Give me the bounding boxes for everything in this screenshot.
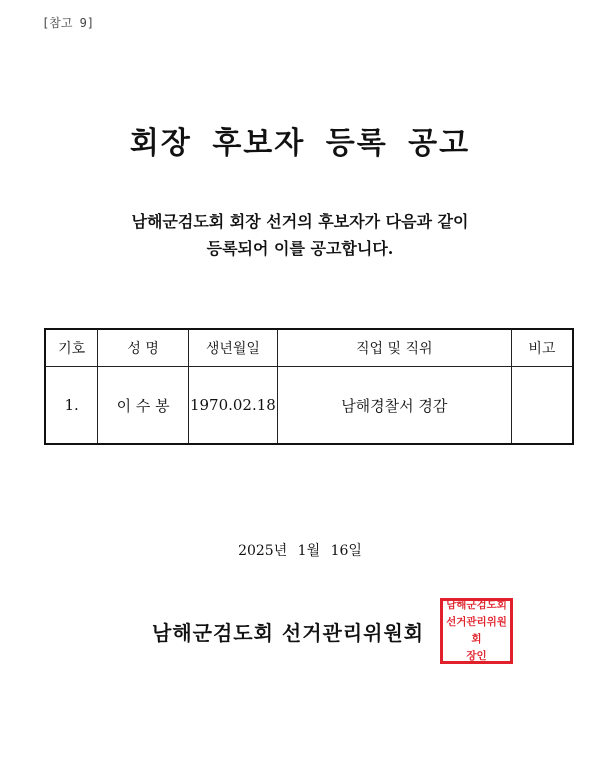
reference-label: [참고 9] xyxy=(42,16,95,30)
page-title: 회장 후보자 등록 공고 xyxy=(129,126,471,161)
intro-line-1: 남해군검도회 회장 선거의 후보자가 다음과 같이 xyxy=(131,212,469,231)
table-row xyxy=(45,367,573,445)
cell-number: 1. xyxy=(45,367,98,445)
seal-line-3: 장인 xyxy=(466,650,487,662)
cell-remarks xyxy=(511,367,573,445)
candidate-table xyxy=(44,328,574,445)
header-occupation: 직업 및 직위 xyxy=(277,329,511,367)
seal-line-1: 남해군검도회 xyxy=(446,599,507,611)
header-remarks: 비고 xyxy=(511,329,573,367)
header-number: 기호 xyxy=(45,329,98,367)
table-header-row xyxy=(45,329,573,367)
organization-name: 남해군검도회 선거관리위원회 xyxy=(152,621,425,645)
intro-line-2: 등록되어 이를 공고합니다. xyxy=(206,239,394,258)
header-name: 성 명 xyxy=(98,329,189,367)
cell-name: 이 수 봉 xyxy=(98,367,189,445)
announcement-date: 2025년 1월 16일 xyxy=(238,543,362,559)
cell-birthdate: 1970.02.18 xyxy=(188,367,277,445)
cell-occupation: 남해경찰서 경감 xyxy=(277,367,511,445)
header-birthdate: 생년월일 xyxy=(188,329,277,367)
official-seal xyxy=(440,598,513,664)
intro-paragraph xyxy=(0,208,600,262)
seal-line-2: 선거관리위원회 xyxy=(446,616,507,645)
